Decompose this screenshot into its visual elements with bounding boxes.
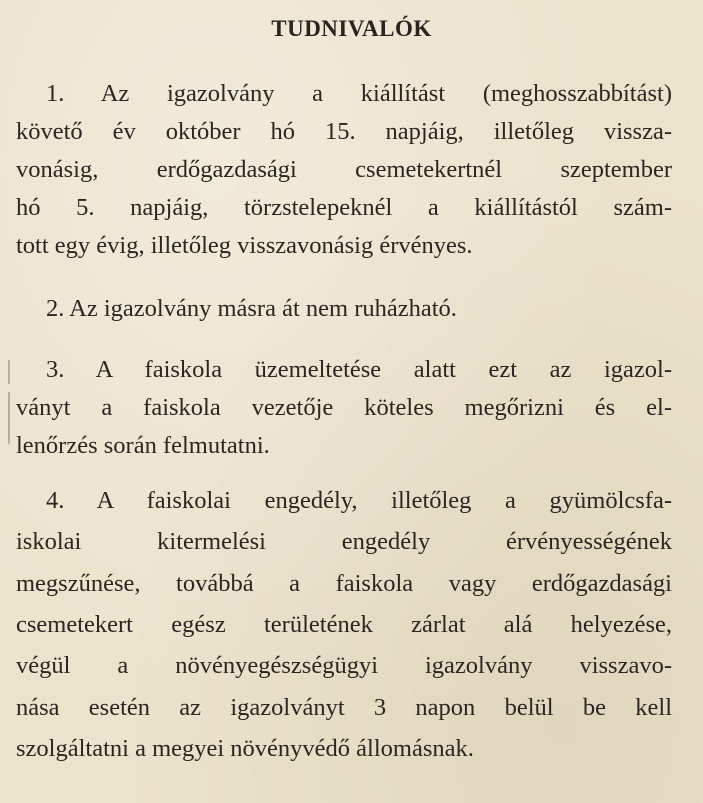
- paragraph-3-line-2: ványt a faiskola vezetője köteles megőrizni és el-: [16, 394, 672, 421]
- paragraph-4-line-4: csemetekert egész területének zárlat alá helyezése,: [16, 611, 672, 638]
- paragraph-3-line-3: lenőrzés során felmutatni.: [16, 432, 270, 459]
- paragraph-1-line-1: 1. Az igazolvány a kiállítást (meghosszabbítást): [46, 80, 672, 107]
- paragraph-1-line-4: hó 5. napjáig, törzstelepeknél a kiállítástól szám-: [16, 194, 672, 221]
- paragraph-4-line-3: megszűnése, továbbá a faiskola vagy erdőgazdasági: [16, 570, 672, 597]
- paragraph-1-line-3: vonásig, erdőgazdasági csemetekertnél szeptember: [16, 156, 672, 183]
- paragraph-4-line-1: 4. A faiskolai engedély, illetőleg a gyümölcsfa-: [46, 487, 672, 514]
- document-title: TUDNIVALÓK: [271, 16, 432, 41]
- paragraph-2-line-1: 2. Az igazolvány másra át nem ruházható.: [46, 295, 457, 322]
- paragraph-1-line-2: követő év október hó 15. napjáig, illetőleg vissza-: [16, 118, 672, 145]
- paragraph-4-line-6: nása esetén az igazolványt 3 napon belül be kell: [16, 694, 672, 721]
- margin-mark: [8, 360, 10, 384]
- margin-mark: [8, 392, 10, 444]
- paragraph-1-line-5: tott egy évig, illetőleg visszavonásig érvényes.: [16, 232, 473, 259]
- paragraph-3-line-1: 3. A faiskola üzemeltetése alatt ezt az igazol-: [46, 356, 672, 383]
- paragraph-4-line-7: szolgáltatni a megyei növényvédő állomásnak.: [16, 735, 474, 762]
- paragraph-4-line-2: iskolai kitermelési engedély érvényességének: [16, 528, 672, 555]
- paragraph-4-line-5: végül a növényegészségügyi igazolvány visszavo-: [16, 652, 672, 679]
